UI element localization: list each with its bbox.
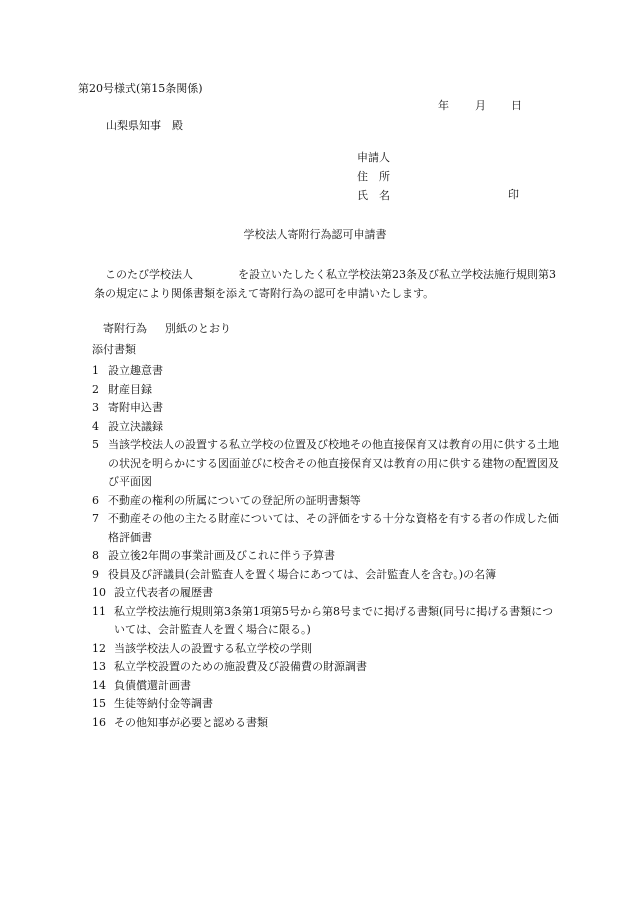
date-day-label: 日 — [511, 99, 522, 112]
list-item: 14 負債償還計画書 — [92, 678, 191, 692]
list-item: 13 私立学校設置のための施設費及び設備費の財源調書 — [92, 660, 367, 673]
list-item: 3 寄附申込書 — [92, 401, 163, 414]
seal-mark: 印 — [508, 188, 519, 201]
donation-label: 寄附行為 — [103, 322, 147, 335]
date-month-label: 月 — [475, 99, 486, 112]
body-part-1: このたび学校法人 — [105, 268, 193, 281]
attachments-list — [92, 362, 562, 732]
list-item: 15 生徒等納付金等調書 — [92, 697, 213, 710]
date-year-label: 年 — [438, 99, 449, 112]
donation-value: 別紙のとおり — [165, 322, 231, 335]
addressee: 山梨県知事 殿 — [106, 119, 183, 132]
list-item: 6 不動産の権利の所属についての登記所の証明書類等 — [92, 493, 361, 507]
list-item: 2 財産目録 — [92, 382, 152, 396]
document-title: 学校法人寄附行為認可申請書 — [243, 228, 387, 241]
list-item: 7 不動産その他の主たる財産については、その評価をする十分な資格を有する者の作成した価格評価書 — [92, 512, 559, 544]
list-item: 4 設立決議録 — [92, 419, 163, 433]
list-item: 10 設立代表者の履歴書 — [92, 586, 213, 599]
applicant-label: 申請人 — [357, 151, 390, 164]
list-item: 16 その他知事が必要と認める書類 — [92, 715, 268, 729]
body-part-2: を設立いたしたく私立学校法第23条及び私立学校法施行規則第3条の規定により関係書類を添えて寄附行為の認可を申請いたします。 — [94, 268, 556, 300]
donation-line — [103, 323, 231, 334]
application-body — [94, 265, 559, 303]
form-number: 第20号様式(第15条関係) — [78, 82, 203, 95]
list-item: 5 当該学校法人の設置する私立学校の位置及び校地その他直接保育又は教育の用に供する土地の状況を明らかにする図面並びに校舎その他直接保育又は教育の用に供する建物の配置図及び平面図 — [92, 438, 559, 488]
applicant-block — [357, 152, 527, 209]
list-item: 8 設立後2年間の事業計画及びこれに伴う予算書 — [92, 549, 335, 562]
attachments-heading: 添付書類 — [92, 343, 136, 356]
list-item: 1 設立趣意書 — [92, 364, 163, 377]
list-item: 9 役員及び評議員(会計監査人を置く場合にあつては、会計監査人を含む。)の名簿 — [92, 567, 497, 581]
list-item: 12 当該学校法人の設置する私立学校の学則 — [92, 641, 312, 655]
list-item: 11 私立学校法施行規則第3条第1項第5号から第8号までに掲げる書類(同号に掲げる書類については、会計監査人を置く場合に限る。) — [92, 604, 554, 636]
address-label: 住 所 — [357, 170, 390, 183]
name-label: 氏 名 — [357, 189, 390, 202]
